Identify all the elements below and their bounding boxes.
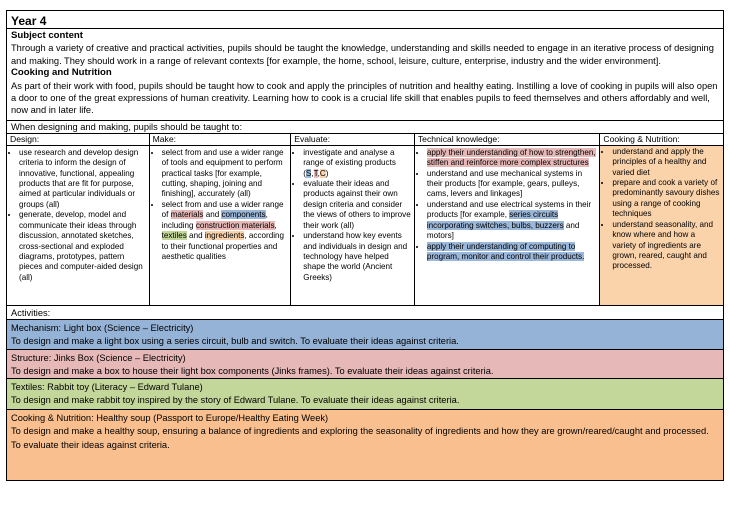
subject-content-text: Through a variety of creative and practical activities, pupils should be taught the knowledge, understanding and skills needed to engage in an iterative process of designing and making. They should work in a range of relevant contexts [for example, the home, school, leisure, culture, enterprise, industry and the wider environment]. [11,43,714,66]
t-highlight: T [313,168,318,178]
year-title: Year 4 [6,10,724,28]
series-circuits-highlight: series circuits incorporating switches, bulbs, buzzers [426,210,564,230]
technical-header: Technical knowledge: [415,134,599,146]
evaluate-text: ) [325,168,329,178]
technical-item [427,242,596,263]
activity-title: Structure: Jinks Box (Science – Electricity) [11,352,186,363]
technical-text: understand and use electrical systems in their products [for example, [426,199,592,220]
activity-structure [6,349,724,378]
cooking-body [600,146,723,305]
design-list [7,148,149,283]
cooking-header: Cooking & Nutrition: [600,134,723,146]
evaluate-text: investigate and analyse a range of existing products ( [303,147,396,178]
activity-title: Cooking & Nutrition: Healthy soup (Passport to Europe/Healthy Eating Week) [11,412,329,423]
cooking-column [600,134,723,305]
make-text: and [186,231,205,241]
make-column [150,134,292,305]
activity-description: To design and make a box to house their light box components (Jinks frames). To evaluate their ideas against criteria. [11,366,494,377]
subject-content-section [6,28,724,120]
cooking-item: • understand and apply the principles of a healthy and varied diet [612,147,720,178]
evaluate-item: • evaluate their ideas and products against their own design criteria and consider the views of others to improve their work (all) [303,179,411,231]
activity-textiles [6,378,724,409]
design-item: • generate, develop, model and communicate their ideas through discussion, annotated sketches, cross-sectional and exploded diagrams, prototypes, pattern pieces and computer-aided design (all) [19,210,146,283]
evaluate-text: , [317,168,320,178]
technical-item [427,148,596,169]
design-item: • use research and develop design criteria to inform the design of innovative, functional, appealing products that are fit for purpose, aimed at particular individuals or groups (all) [19,148,146,210]
make-list [150,148,291,262]
structures-highlight: apply their understanding of how to strengthen, stiffen and reinforce more complex structures [426,147,596,168]
s-highlight: S [305,168,312,178]
technical-text: and motors] [426,220,580,241]
cooking-nutrition-heading: Cooking and Nutrition [11,67,112,79]
evaluate-list [291,148,414,283]
computing-highlight: apply their understanding of computing to program, monitor and control their products. [426,241,585,261]
make-text: , according to their functional properties and aesthetic qualities [161,231,285,261]
activity-mechanism [6,319,724,349]
evaluate-header: Evaluate: [291,134,414,146]
subject-content-heading: Subject content [11,30,83,41]
activity-cooking [6,409,724,481]
components-highlight: components [221,210,266,220]
activity-description: To design and make rabbit toy inspired by the story of Edward Tulane. To evaluate their ideas against criteria. [11,395,460,406]
curriculum-document [6,10,724,481]
cooking-list [600,147,723,272]
activity-description: To design and make a light box using a series circuit, bulb and switch. To evaluate their ideas against criteria. [11,336,459,347]
activity-title: Textiles: Rabbit toy (Literacy – Edward Tulane) [11,381,203,392]
make-text: , [274,220,277,230]
c-highlight: C [319,168,326,178]
evaluate-item [303,148,411,179]
activities-header: Activities: [6,305,724,319]
textiles-highlight: textiles [161,231,187,241]
criteria-columns [6,133,724,305]
make-item: • select from and use a wider range of tools and equipment to perform practical tasks [for example, cutting, shaping, joining and finishing], accurately (all) [162,148,288,200]
activity-description: To design and make a healthy soup, ensuring a balance of ingredients and exploring the seasonality of ingredients and how they are grown/reared/caught and processed. To evaluate their ideas against criteria. [11,426,709,450]
make-text: , including [161,210,268,230]
technical-item: • understand and use mechanical systems in their products [for example, gears, pulleys, cams, levers and linkages] [427,169,596,200]
materials-highlight: materials [170,210,204,220]
evaluate-column [291,134,415,305]
activity-title: Mechanism: Light box (Science – Electricity) [11,322,194,333]
technical-item [427,200,596,242]
ingredients-highlight: ingredients [204,231,245,241]
make-text: and [203,210,222,220]
design-header: Design: [7,134,149,146]
make-header: Make: [150,134,291,146]
construction-materials-highlight: construction materials [195,220,275,230]
technical-list [415,148,599,262]
technical-column [415,134,600,305]
cooking-item: • understand seasonality, and know where and how a variety of ingredients are grown, reared, caught and processed. [612,220,720,272]
design-column [7,134,150,305]
evaluate-text: , [311,168,314,178]
make-item [162,200,288,262]
evaluate-item: • understand how key events and individuals in design and technology have helped shape the world (Ancient Greeks) [303,231,411,283]
cooking-nutrition-text: As part of their work with food, pupils should be taught how to cook and apply the principles of nutrition and healthy eating. Instilling a love of cooking in pupils will also open a door to one of the great expressions of human creativity. Learning how to cook is a crucial life skill that enables pupils to feed themselves and others affordably and well, now and in later life. [11,80,718,116]
make-text: select from and use a wider range of [161,199,284,220]
cooking-item: • prepare and cook a variety of predominantly savoury dishes using a range of cooking techniques [612,178,720,220]
intro-text: When designing and making, pupils should be taught to: [6,120,724,133]
